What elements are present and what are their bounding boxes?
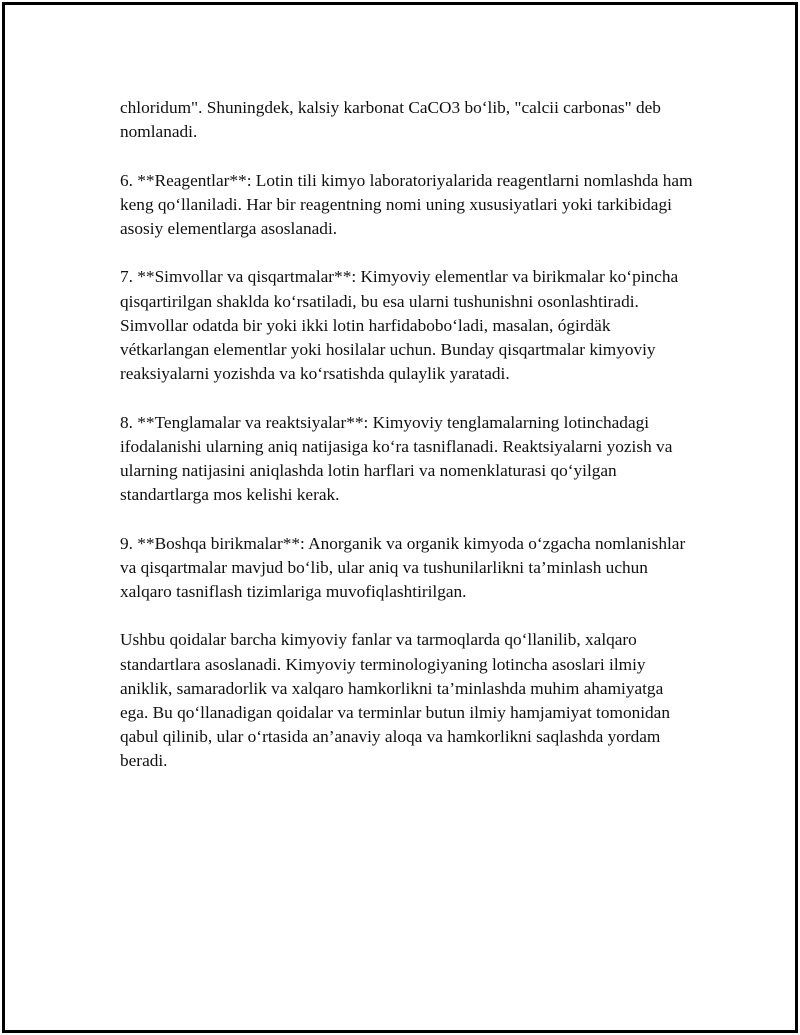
- document-page: [2, 2, 798, 1033]
- paragraph-boshqa-birikmalar: 9. **Boshqa birikmalar**: Anorganik va organik kimyoda o‘zgacha nomlanishlar va qisqartmalar mavjud bo‘lib, ular aniq va tushunilarlikni ta’minlash uchun xalqaro tasniflash tizimlariga muvofiqlashtirilgan.: [120, 533, 686, 601]
- paragraph-tenglamalar: 8. **Tenglamalar va reaktsiyalar**: Kimyoviy tenglamalarning lotinchadagi ifodalanishi ularning aniq natijasiga ko‘ra tasniflanadi. Reaktsiyalarni yozish va ularning natijasini aniqlashda lotin harflari va nomenklaturasi qo‘yilgan standartlarga mos kelishi kerak.: [120, 412, 673, 505]
- paragraph-continuation: chloridum". Shuningdek, kalsiy karbonat CaCO3 bo‘lib, "calcii carbonas" deb nomlanadi.: [120, 98, 661, 142]
- paragraph-conclusion: Ushbu qoidalar barcha kimyoviy fanlar va tarmoqlarda qo‘llanilib, xalqaro standartlara asoslanadi. Kimyoviy terminologiyaning lotincha asoslari ilmiy aniklik, samaradorlik va xalqaro hamkorlikni ta’minlashda muhim ahamiyatga ega. Bu qo‘llanadigan qoidalar va terminlar butun ilmiy hamjamiyat tomonidan qabul qilinib, ular o‘rtasida an’anaviy aloqa va hamkorlikni saqlashda yordam beradi.: [120, 630, 670, 771]
- document-body: [120, 96, 695, 774]
- paragraph-reagentlar: 6. **Reagentlar**: Lotin tili kimyo laboratoriyalarida reagentlarni nomlashda ham keng qo‘llaniladi. Har bir reagentning nomi uning xususiyatlari yoki tarkibidagi asosiy elementlarga asoslanadi.: [120, 170, 693, 238]
- paragraph-simvollar: 7. **Simvollar va qisqartmalar**: Kimyoviy elementlar va birikmalar ko‘pincha qisqartirilgan shaklda ko‘rsatiladi, bu esa ularni tushunishni osonlashtiradi. Simvollar odatda bir yoki ikki lotin harfidabobo‘ladi, masalan, ógirdäk vétkarlangan elementlar yoki hosilalar uchun. Bunday qisqartmalar kimyoviy reaksiyalarni yozishda va ko‘rsatishda qulaylik yaratadi.: [120, 267, 679, 384]
